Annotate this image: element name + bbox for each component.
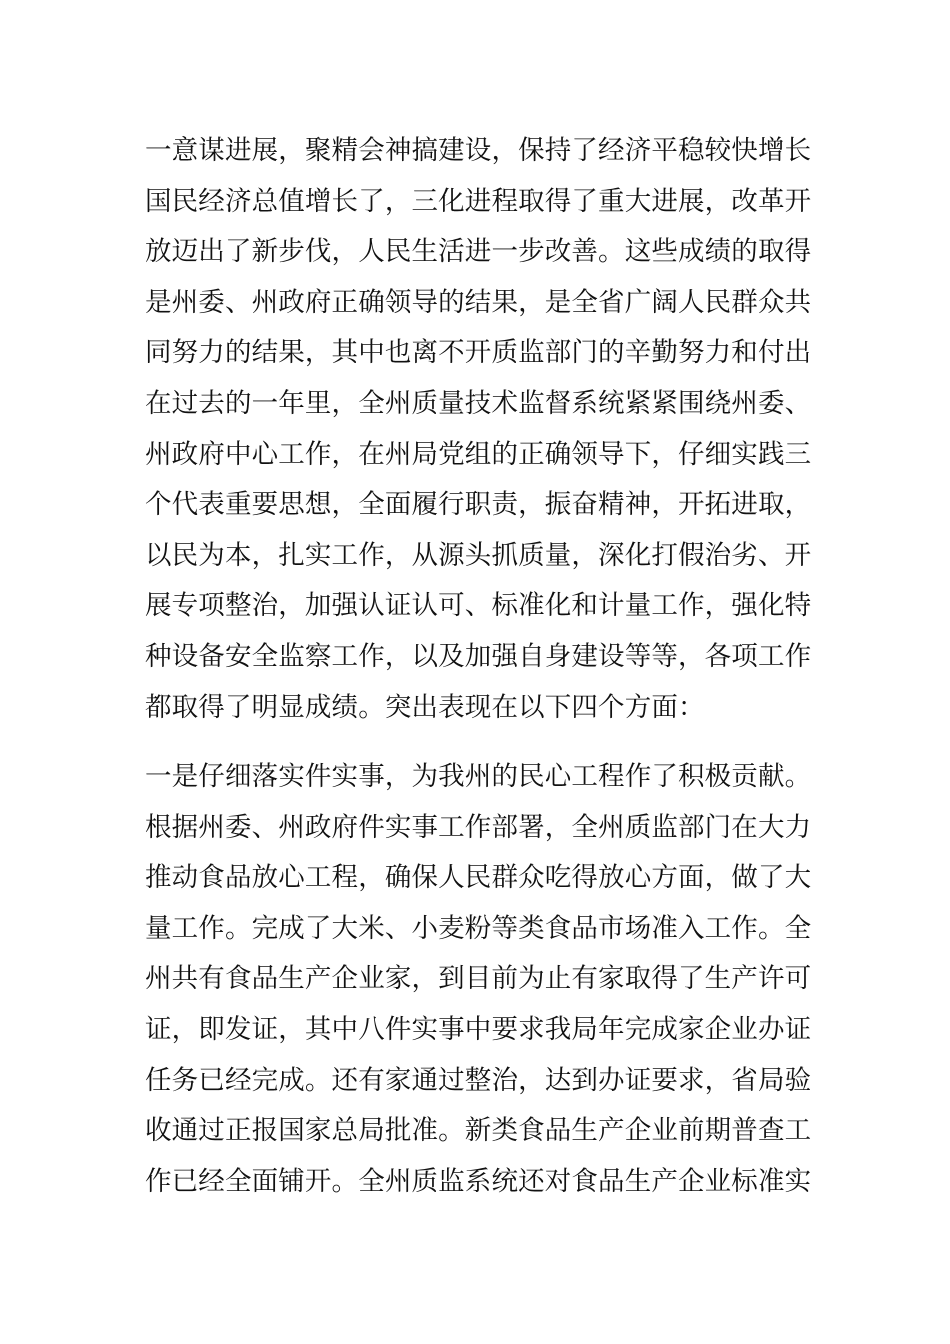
text-line: 证，即发证，其中八件实事中要求我局年完成家企业办证 [145, 1013, 812, 1045]
text-line: 收通过正报国家总局批准。新类食品生产企业前期普查工 [145, 1115, 812, 1147]
text-line: 一是仔细落实件实事，为我州的民心工程作了积极贡献。 [145, 761, 812, 792]
text-line: 一意谋进展，聚精会神搞建设，保持了经济平稳较快增长 [145, 135, 812, 166]
text-line: 放迈出了新步伐，人民生活进一步改善。这些成绩的取得 [145, 236, 812, 268]
text-line: 展专项整治，加强认证认可、标准化和计量工作，强化特 [145, 590, 812, 622]
text-line: 国民经济总值增长了，三化进程取得了重大进展，改革开 [145, 185, 812, 217]
text-line: 推动食品放心工程，确保人民群众吃得放心方面，做了大 [145, 862, 812, 894]
text-line: 根据州委、州政府件实事工作部署，全州质监部门在大力 [145, 811, 812, 843]
text-line: 州共有食品生产企业家，到目前为止有家取得了生产许可 [145, 963, 812, 995]
text-line: 种设备安全监察工作，以及加强自身建设等等，各项工作 [145, 640, 812, 672]
text-line: 以民为本，扎实工作，从源头抓质量，深化打假治劣、开 [145, 539, 812, 571]
text-line: 量工作。完成了大米、小麦粉等类食品市场准入工作。全 [145, 912, 812, 944]
text-line: 同努力的结果，其中也离不开质监部门的辛勤努力和付出 [145, 337, 812, 369]
text-line: 个代表重要思想，全面履行职责，振奋精神，开拓进取， [145, 489, 812, 521]
paragraph-food-safety [145, 752, 825, 1207]
text-line: 州政府中心工作，在州局党组的正确领导下，仔细实践三 [145, 438, 812, 470]
text-line: 是州委、州政府正确领导的结果，是全省广阔人民群众共 [145, 286, 812, 318]
text-line: 作已经全面铺开。全州质监系统还对食品生产企业标准实 [145, 1165, 812, 1197]
paragraph-achievements [145, 126, 825, 733]
text-line: 在过去的一年里，全州质量技术监督系统紧紧围绕州委、 [145, 387, 812, 419]
text-line: 都取得了明显成绩。突出表现在以下四个方面： [145, 691, 705, 723]
text-line: 任务已经完成。还有家通过整治，达到办证要求，省局验 [145, 1064, 812, 1096]
